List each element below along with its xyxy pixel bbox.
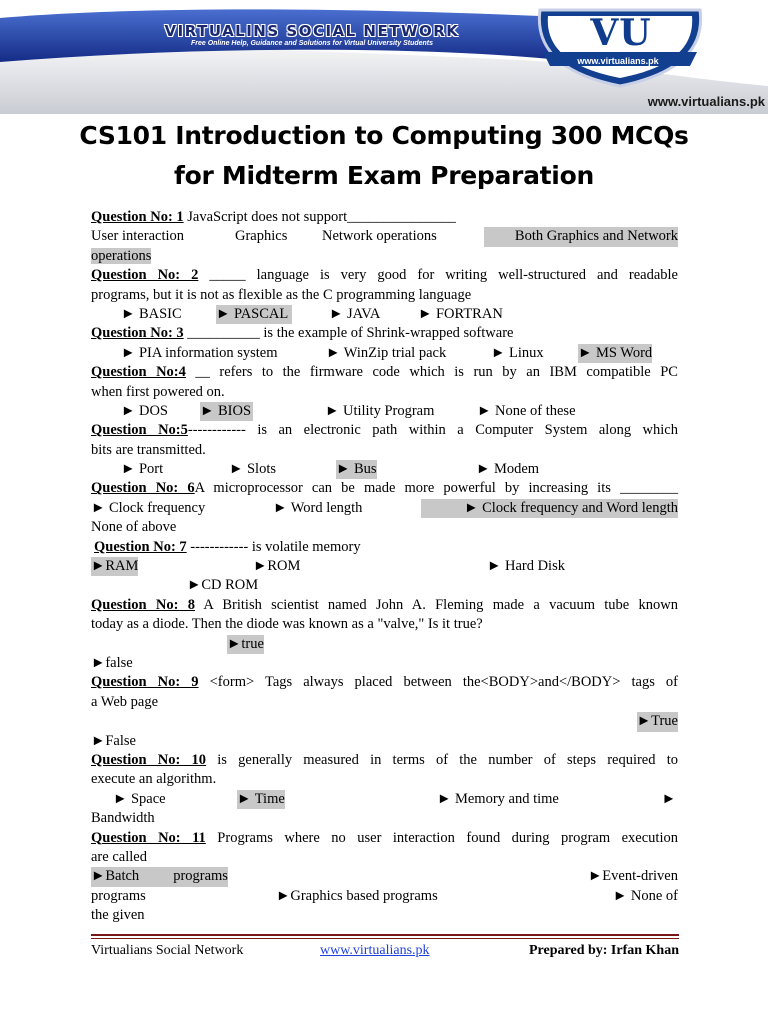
question-1-options: [91, 227, 678, 246]
title-line-2: for Midterm Exam Preparation: [174, 161, 594, 190]
question-5-text-cont: [91, 441, 678, 460]
question-10-options-cont: [91, 809, 678, 828]
option-correct[interactable]: ► MS Word: [578, 344, 652, 363]
brand-tagline: Free Online Help, Guidance and Solutions for Virtual University Students: [190, 40, 434, 47]
question-number: Question No:4: [91, 364, 186, 381]
question-6-options: [91, 499, 678, 518]
option[interactable]: ► Space: [113, 790, 166, 807]
option[interactable]: ► None of these: [477, 402, 576, 419]
question-text: ------------ is an electronic path within a Computer System along which: [187, 422, 678, 439]
option-correct[interactable]: ► BIOS: [200, 402, 253, 421]
option[interactable]: ►Event-driven: [587, 868, 678, 885]
question-4-options: [91, 402, 678, 421]
question-number: Question No: 1: [91, 209, 184, 225]
option-correct[interactable]: ►true: [227, 635, 264, 654]
question-7: [91, 538, 678, 557]
question-8: [91, 596, 678, 615]
option[interactable]: Bandwidth: [91, 810, 155, 827]
question-number: Question No: 7: [94, 538, 187, 555]
option-correct[interactable]: ►RAM: [91, 557, 138, 576]
option[interactable]: ► Modem: [476, 461, 540, 478]
option-correct[interactable]: ► Bus: [336, 460, 377, 479]
option-cont: the given: [91, 907, 145, 924]
question-2: [91, 266, 678, 285]
option-correct[interactable]: ►Batch programs: [91, 867, 228, 886]
question-text: is generally measured in terms of the number of steps required to: [206, 751, 678, 768]
question-8-options: [91, 635, 678, 654]
option[interactable]: ► Hard Disk: [487, 558, 565, 575]
option[interactable]: ►CD ROM: [187, 577, 259, 594]
option[interactable]: ► JAVA: [329, 305, 381, 322]
question-text: programs, but it is not as flexible as the C programming language: [91, 286, 472, 303]
question-9-text-cont: [91, 693, 678, 712]
question-4-text-cont: [91, 383, 678, 402]
logo-url: www.virtualians.pk: [577, 56, 659, 66]
header-banner: [0, 0, 768, 114]
question-text: A microprocessor can be made more powerful by increasing its ________: [194, 480, 678, 497]
option[interactable]: ► Linux: [491, 344, 544, 361]
option-cont: programs: [91, 887, 146, 904]
question-number: Question No:5: [91, 422, 188, 439]
question-text: a Web page: [91, 693, 159, 710]
option-correct[interactable]: ► Clock frequency and Word length: [421, 499, 678, 518]
question-text: A British scientist named John A. Fleming made a vacuum tube known: [194, 596, 678, 613]
option[interactable]: ► PIA information system: [121, 344, 278, 361]
question-5-options: [91, 460, 678, 479]
question-6: [91, 479, 678, 498]
question-11-options-cont: [91, 887, 678, 906]
question-3: [91, 324, 678, 343]
option[interactable]: None of above: [91, 519, 177, 536]
question-text: JavaScript does not support_______________: [183, 209, 456, 225]
question-text: _____ language is very good for writing well-structured and readable: [198, 267, 678, 284]
question-text: ------------ is volatile memory: [186, 538, 361, 555]
question-2-text-cont: [91, 286, 678, 305]
option[interactable]: Graphics: [235, 228, 288, 245]
question-text: Programs where no user interaction found during program execution: [205, 829, 678, 846]
question-1: [91, 208, 678, 227]
question-7-options-cont: [91, 576, 678, 595]
question-7-options: [91, 557, 678, 576]
question-8-text-cont: [91, 615, 678, 634]
question-11-options-cont-2: [91, 906, 678, 925]
question-9-options-cont: [91, 732, 678, 751]
page-footer: [91, 941, 679, 961]
option-correct[interactable]: ►True: [637, 712, 678, 731]
option[interactable]: ►false: [91, 654, 133, 671]
option[interactable]: ► Word length: [273, 499, 363, 516]
question-10-options: [91, 790, 678, 809]
question-number: Question No: 2: [91, 267, 199, 284]
option[interactable]: ► BASIC: [121, 305, 182, 322]
option[interactable]: ► None of: [612, 887, 678, 904]
option[interactable]: ► Memory and time: [437, 790, 559, 807]
question-2-options: [91, 305, 678, 324]
question-11: [91, 829, 678, 848]
option-correct[interactable]: ► Time: [237, 790, 285, 809]
footer-divider: [91, 934, 679, 936]
header-site-url[interactable]: www.virtualians.pk: [647, 94, 765, 109]
question-10-text-cont: [91, 770, 678, 789]
question-3-options: [91, 344, 678, 363]
option[interactable]: ► Clock frequency: [91, 499, 206, 516]
footer-divider-thin: [91, 938, 679, 939]
option[interactable]: ►ROM: [253, 558, 301, 575]
question-text: __ refers to the firmware code which is run by an IBM compatible PC: [185, 364, 678, 381]
question-number: Question No: 8: [91, 596, 195, 613]
option[interactable]: ► DOS: [121, 402, 168, 419]
option[interactable]: ► Slots: [229, 461, 276, 478]
option[interactable]: User interaction: [91, 228, 185, 245]
question-10: [91, 751, 678, 770]
option[interactable]: ►: [661, 790, 676, 807]
option[interactable]: Network operations: [322, 228, 437, 245]
question-9-options: [91, 712, 678, 731]
question-number: Question No: 9: [91, 674, 199, 691]
question-number: Question No: 10: [91, 751, 207, 768]
question-1-options-cont: [91, 247, 678, 266]
option[interactable]: ► WinZip trial pack: [326, 344, 447, 361]
question-11-text-cont: [91, 848, 678, 867]
question-text: when first powered on.: [91, 383, 225, 400]
title-line-1: CS101 Introduction to Computing 300 MCQs: [79, 121, 689, 150]
question-5: [91, 421, 678, 440]
question-11-options: [91, 867, 678, 886]
option-correct-cont: operations: [91, 247, 152, 264]
brand-name: VIRTUALINS SOCIAL NETWORK: [164, 22, 460, 40]
question-number: Question No: 6: [91, 480, 195, 497]
vu-logo-letters: VU: [590, 12, 652, 54]
question-text: today as a diode. Then the diode was known as a "valve," Is it true?: [91, 616, 483, 633]
footer-site-link[interactable]: www.virtualians.pk: [320, 943, 430, 958]
option[interactable]: ► Utility Program: [325, 402, 435, 419]
option[interactable]: ►False: [91, 732, 136, 749]
option[interactable]: ► FORTRAN: [418, 305, 503, 322]
question-text: __________ is the example of Shrink-wrapped software: [183, 325, 514, 342]
question-9: [91, 673, 678, 692]
option-correct[interactable]: ► PASCAL: [216, 305, 292, 324]
mcq-list: [91, 208, 678, 925]
page-title: [0, 116, 768, 196]
footer-prepared-by: Prepared by: Irfan Khan: [529, 943, 679, 958]
question-text: are called: [91, 848, 147, 865]
question-text: <form> Tags always placed between the<BODY>and</BODY> tags of: [198, 674, 678, 691]
option[interactable]: ►Graphics based programs: [276, 887, 438, 904]
question-number: Question No: 11: [91, 829, 206, 846]
option[interactable]: ► Port: [121, 461, 164, 478]
question-8-options-cont: [91, 654, 678, 673]
footer-network-name: Virtualians Social Network: [91, 943, 244, 958]
question-number: Question No: 3: [91, 325, 184, 342]
question-text: bits are transmitted.: [91, 441, 206, 458]
option-correct[interactable]: Both Graphics and Network: [484, 227, 678, 246]
question-4: [91, 363, 678, 382]
question-6-options-cont: [91, 518, 678, 537]
question-text: execute an algorithm.: [91, 771, 217, 788]
